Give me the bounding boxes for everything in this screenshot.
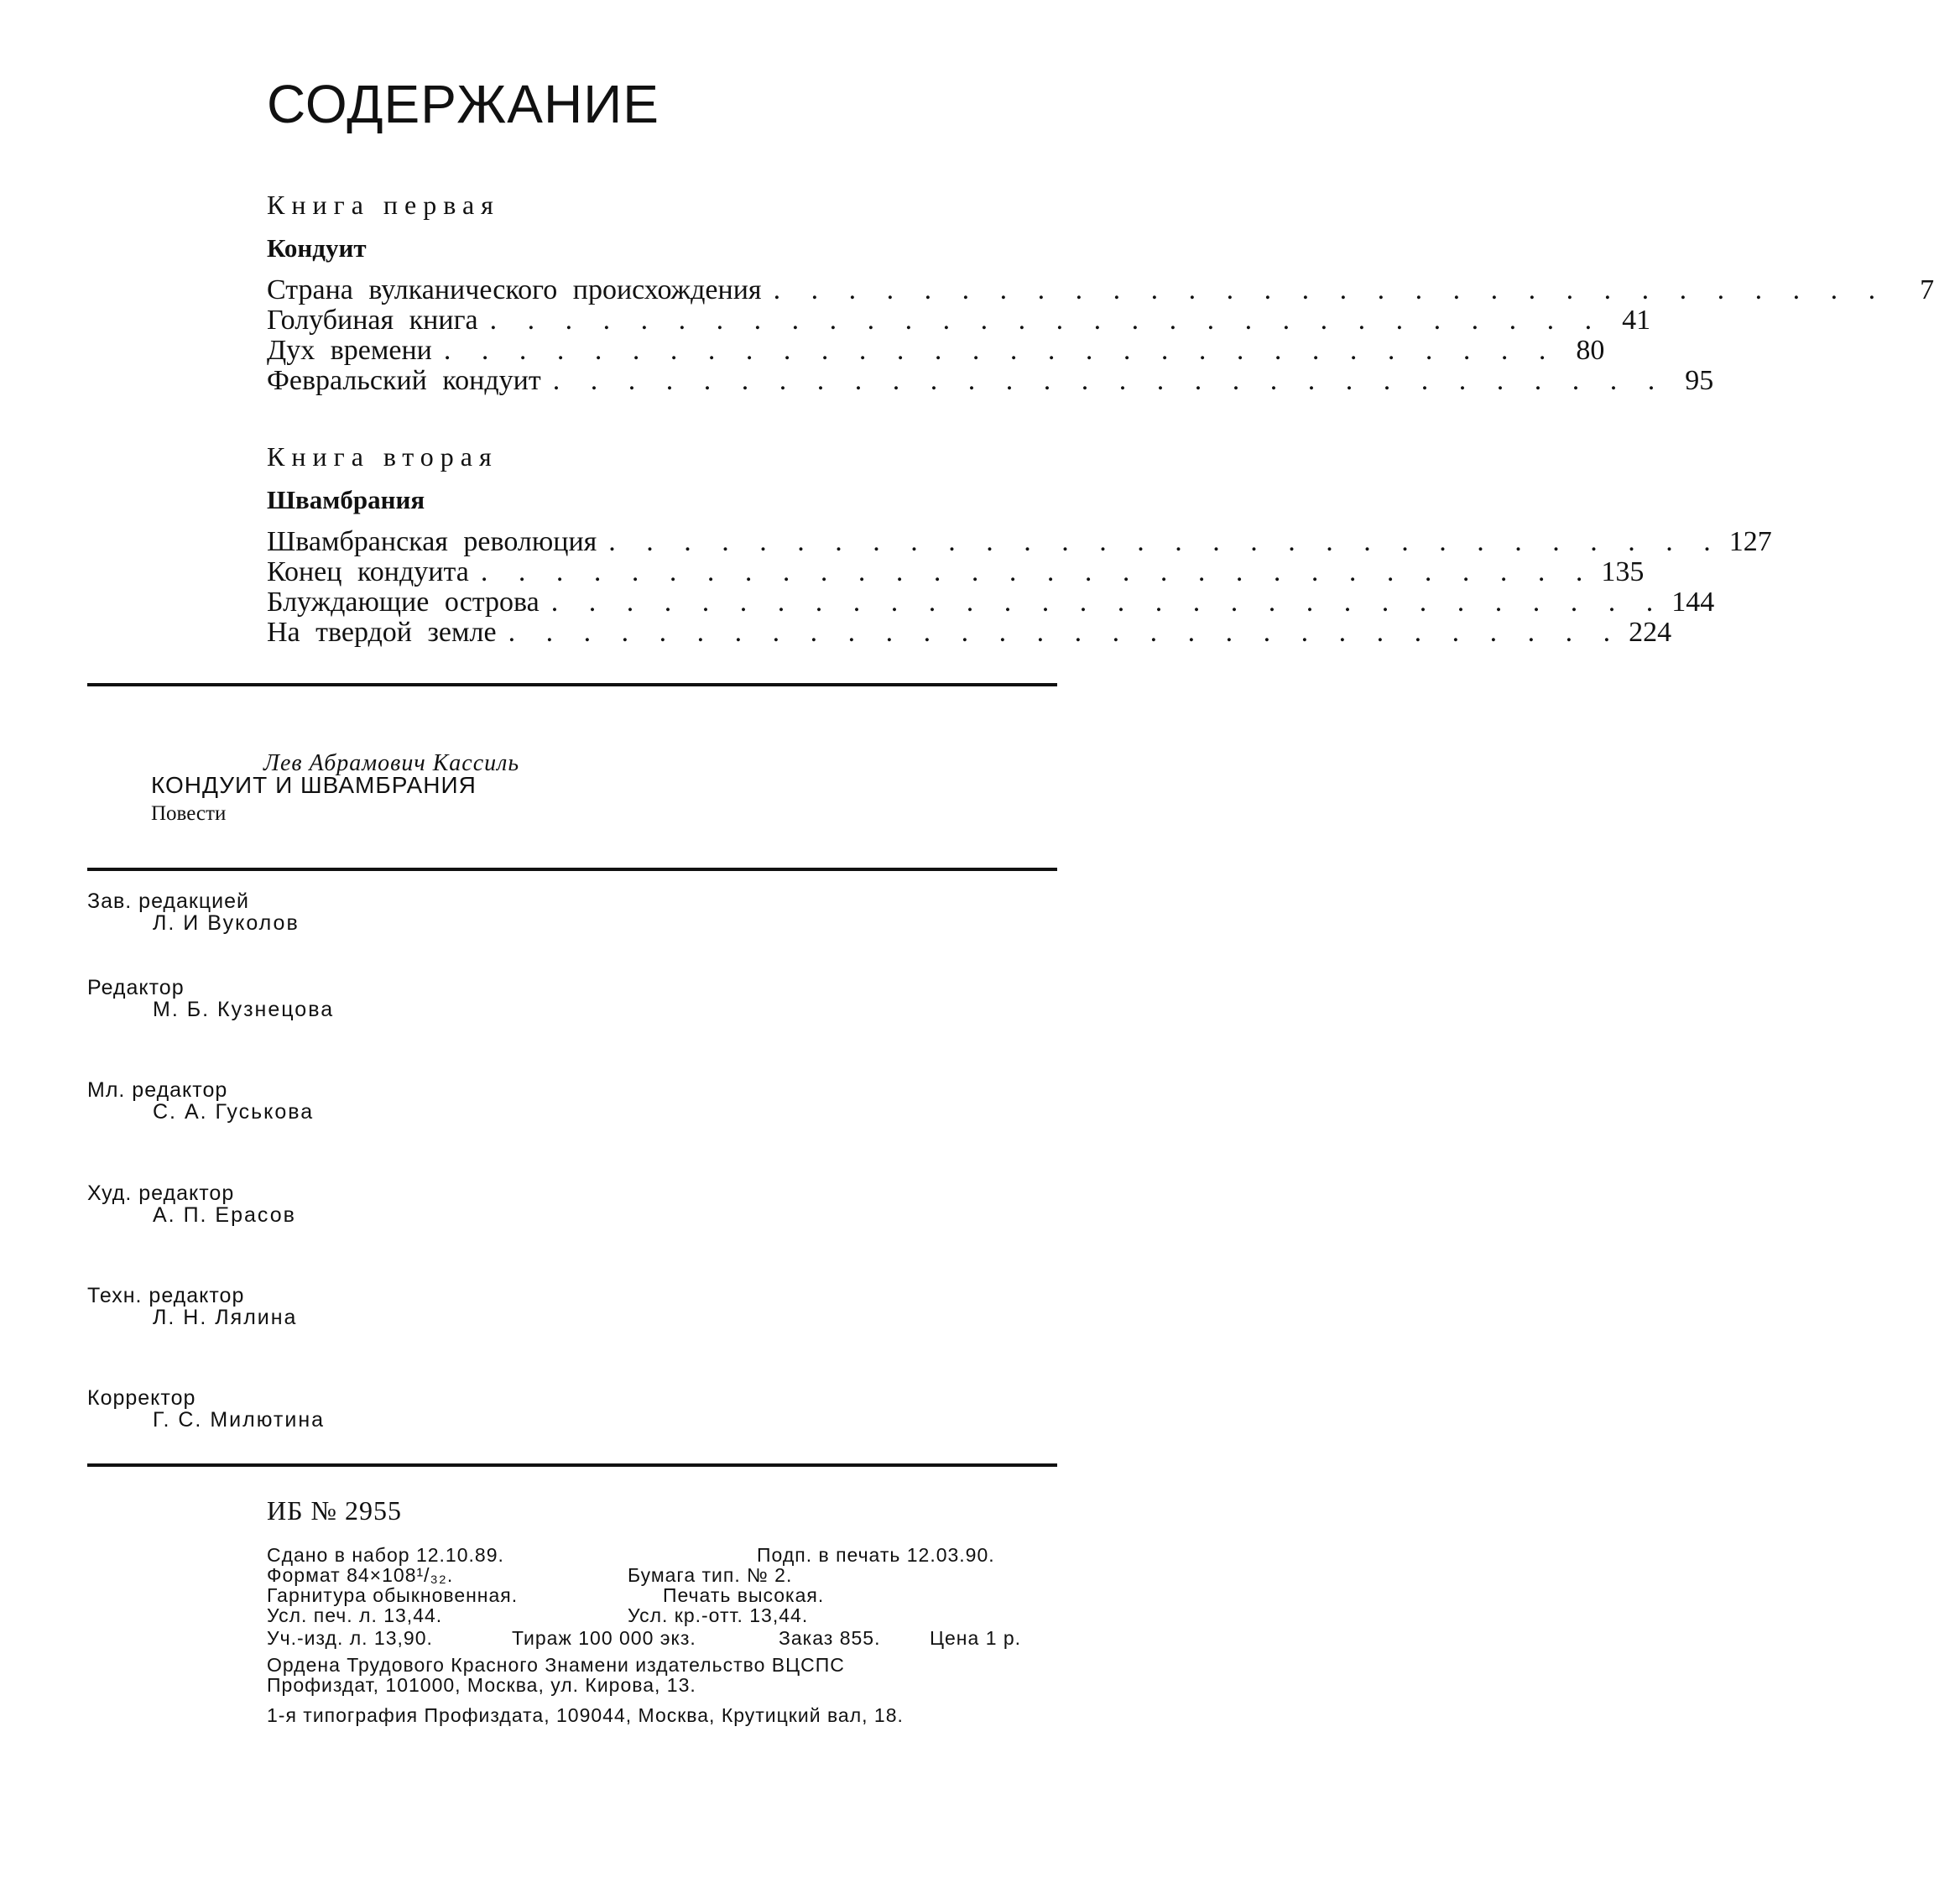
book2-title: Швамбрания xyxy=(267,485,425,514)
book1-title: Кондуит xyxy=(267,233,367,263)
imprint-submitted: Сдано в набор 12.10.89. xyxy=(267,1544,504,1566)
toc-entry-text: Блуждающие острова xyxy=(267,587,540,618)
contents-title: СОДЕРЖАНИЕ xyxy=(267,74,659,134)
credit-name: М. Б. Кузнецова xyxy=(153,998,335,1021)
imprint-run: Тираж 100 000 экз. xyxy=(512,1627,696,1649)
credit-role: Зав. редакцией xyxy=(87,889,250,913)
imprint-publisher: Ордена Трудового Красного Знамени издательство ВЦСПС xyxy=(267,1654,845,1676)
imprint-signed: Подп. в печать 12.03.90. xyxy=(757,1544,995,1566)
credit-role: Мл. редактор xyxy=(87,1078,228,1102)
book-author: Лев Абрамович Кассиль xyxy=(263,750,520,776)
toc-entry[interactable] xyxy=(267,526,1772,557)
toc-entry[interactable] xyxy=(267,587,1715,618)
toc-entry-page: 144 xyxy=(1671,587,1715,618)
toc-entry-text: Страна вулканического происхождения xyxy=(267,274,762,305)
toc-entry-page: 135 xyxy=(1601,556,1645,587)
book-genre: Повести xyxy=(151,802,227,825)
imprint-printer: 1-я типография Профиздата, 109044, Москва, Крутицкий вал, 18. xyxy=(267,1704,904,1726)
toc-entry-page: 127 xyxy=(1728,526,1772,557)
toc-entry[interactable] xyxy=(267,305,1651,336)
toc-leader-dots: . . . . . . . . . . . . . . . . . . . . . . . . . . . . . . xyxy=(489,305,1604,336)
book2-toc-list xyxy=(267,526,1772,648)
toc-entry[interactable] xyxy=(267,617,1672,648)
imprint-print-sheets: Усл. печ. л. 13,44. xyxy=(267,1604,443,1626)
toc-leader-dots: . . . . . . . . . . . . . . . . . . . . . . . . . . . . . . xyxy=(608,526,1723,557)
divider-rule xyxy=(87,1463,1057,1467)
divider-rule xyxy=(87,868,1057,871)
toc-leader-dots: . . . . . . . . . . . . . . . . . . . . . . . . . . . . . . xyxy=(480,556,1595,587)
imprint-paper: Бумага тип. № 2. xyxy=(628,1564,793,1586)
toc-entry-text: На твердой земле xyxy=(267,617,497,648)
toc-entry-text: Швамбранская революция xyxy=(267,526,597,557)
credit-name: Л. И Вуколов xyxy=(153,911,300,935)
toc-entry-page: 41 xyxy=(1622,305,1651,336)
toc-entry-page: 95 xyxy=(1685,365,1714,396)
toc-leader-dots: . . . . . . . . . . . . . . . . . . . . . . . . . . . . . . xyxy=(508,617,1623,648)
toc-entry-text: Февральский кондуит xyxy=(267,365,541,396)
credit-name: Л. Н. Лялина xyxy=(153,1306,298,1329)
toc-entry-text: Голубиная книга xyxy=(267,305,478,336)
toc-entry-page: 7 xyxy=(1920,274,1934,305)
credit-name: Г. С. Милютина xyxy=(153,1408,326,1432)
toc-entry[interactable] xyxy=(267,556,1645,587)
credit-role: Редактор xyxy=(87,976,185,999)
credit-role: Корректор xyxy=(87,1386,196,1410)
toc-leader-dots: . . . . . . . . . . . . . . . . . . . . . . . . . . . . . . xyxy=(773,274,1888,305)
imprint-color-prints: Усл. кр.-отт. 13,44. xyxy=(628,1604,809,1626)
imprint-price: Цена 1 р. xyxy=(930,1627,1022,1649)
book1-toc-list xyxy=(267,274,1934,396)
toc-entry-text: Дух времени xyxy=(267,335,432,366)
imprint-format: Формат 84×108¹/₃₂. xyxy=(267,1564,454,1586)
toc-entry-page: 80 xyxy=(1576,335,1605,366)
book-title: КОНДУИТ И ШВАМБРАНИЯ xyxy=(151,772,477,798)
toc-entry[interactable] xyxy=(267,365,1714,396)
toc-entry[interactable] xyxy=(267,335,1605,366)
divider-rule xyxy=(87,683,1057,686)
toc-entry-page: 224 xyxy=(1629,617,1672,648)
credit-role: Техн. редактор xyxy=(87,1284,245,1307)
credit-role: Худ. редактор xyxy=(87,1182,235,1205)
toc-leader-dots: . . . . . . . . . . . . . . . . . . . . . . . . . . . . . . xyxy=(552,365,1667,396)
toc-leader-dots: . . . . . . . . . . . . . . . . . . . . . . . . . . . . . . xyxy=(443,335,1558,366)
toc-entry-text: Конец кондуита xyxy=(267,556,469,587)
toc-entry[interactable] xyxy=(267,274,1934,305)
credit-name: А. П. Ерасов xyxy=(153,1203,296,1227)
imprint-typeface: Гарнитура обыкновенная. xyxy=(267,1584,519,1606)
toc-leader-dots: . . . . . . . . . . . . . . . . . . . . . . . . . . . . . . xyxy=(550,587,1666,618)
ib-number: ИБ № 2955 xyxy=(267,1495,403,1526)
book1-label: Книга первая xyxy=(267,190,500,220)
imprint-printing: Печать высокая. xyxy=(663,1584,825,1606)
credit-name: С. А. Гуськова xyxy=(153,1100,315,1124)
imprint-publ-sheets: Уч.-изд. л. 13,90. xyxy=(267,1627,433,1649)
imprint-order: Заказ 855. xyxy=(779,1627,881,1649)
imprint-publisher-address: Профиздат, 101000, Москва, ул. Кирова, 13. xyxy=(267,1674,696,1696)
book2-label: Книга вторая xyxy=(267,441,498,472)
